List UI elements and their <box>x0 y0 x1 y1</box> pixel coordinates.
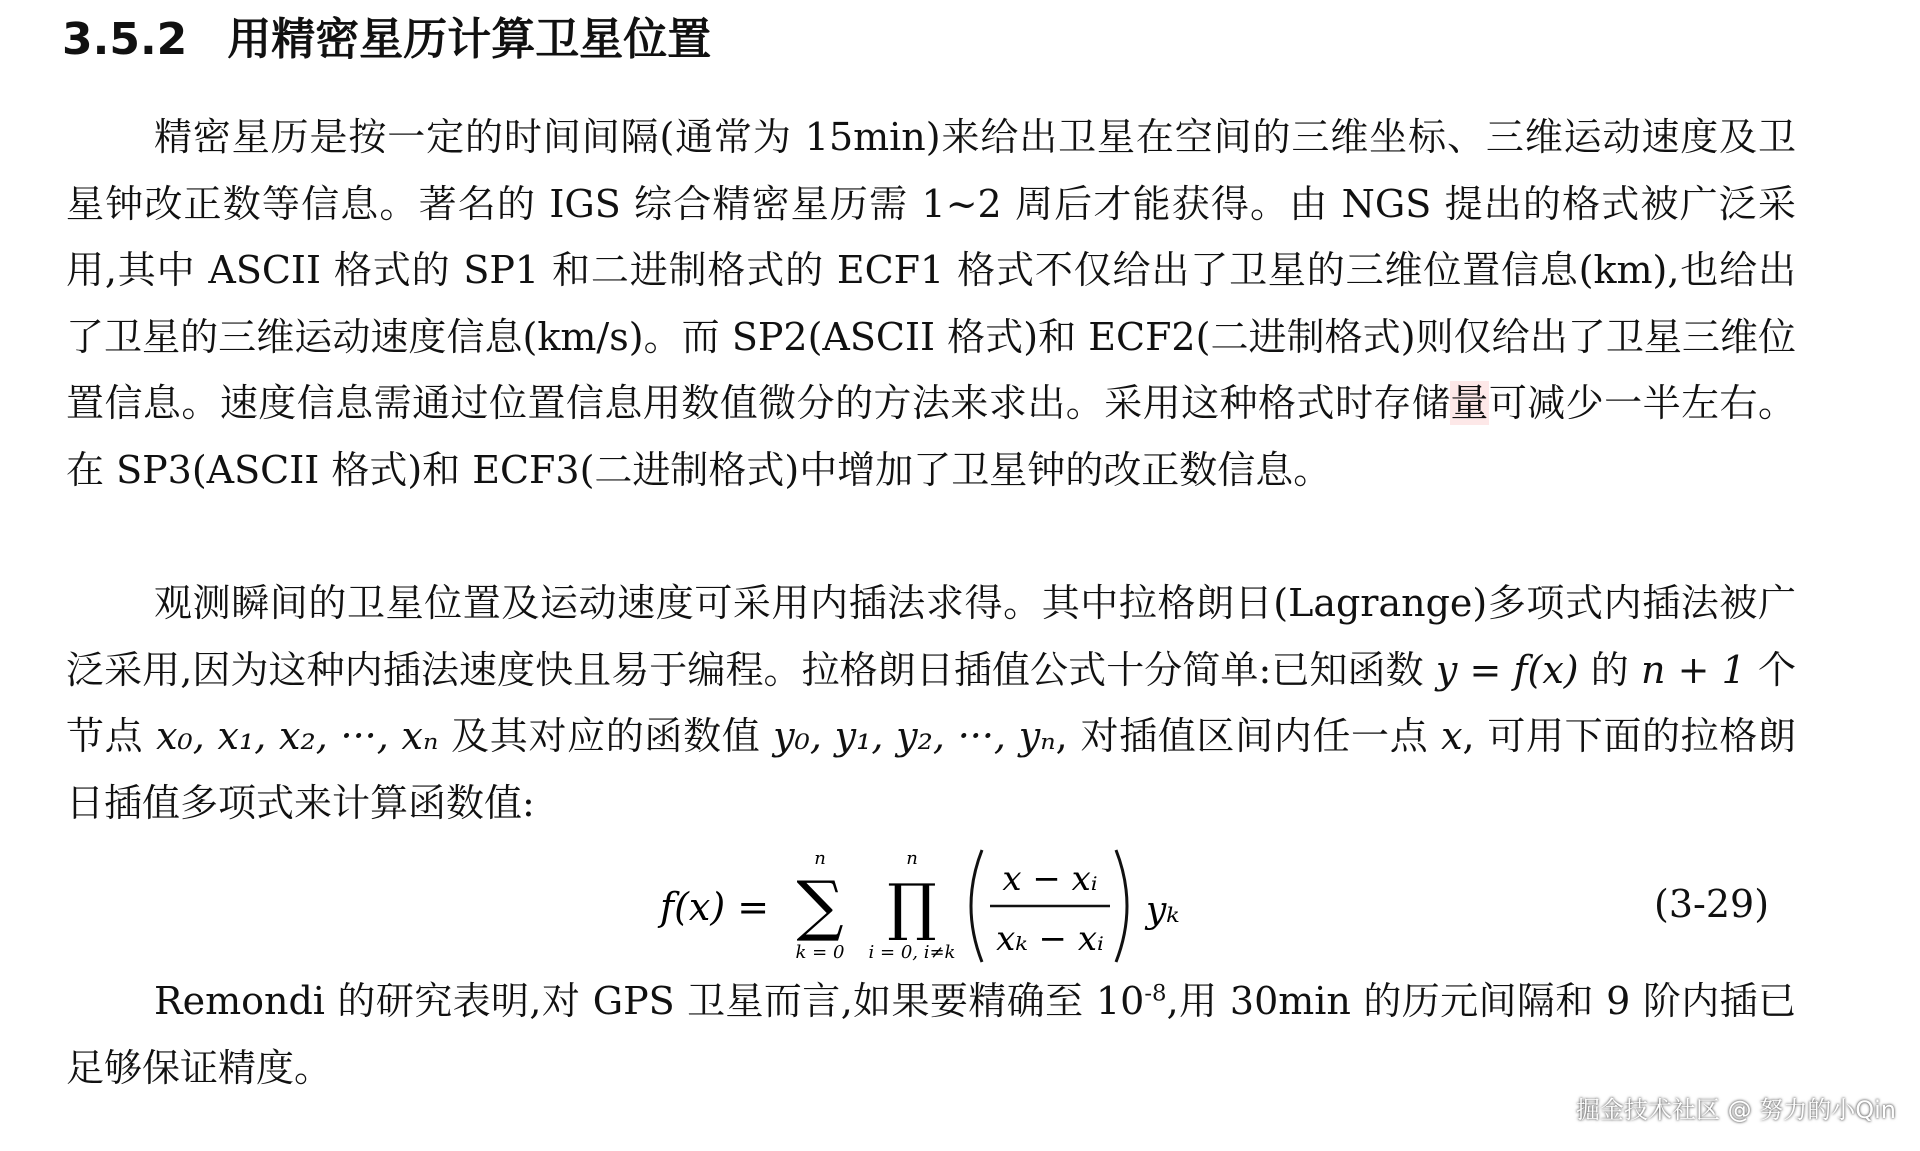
exponent: -8 <box>1144 980 1167 1007</box>
paragraph-text: 及其对应的函数值 <box>438 714 774 758</box>
product-lower-limit: i = 0, i≠k <box>868 942 956 963</box>
paragraph-text: 精密星历是按一定的时间间隔(通常为 15min)来给出卫星在空间的三维坐标、三维运动速度及卫星钟改正数等信息。著名的 IGS 综合精密星历需 1~2 周后才能获得。由 NGS 提出的格式被广泛采用,其中 ASCII 格式的 SP1 和二进制格式的 ECF1 格式不仅给出了卫星的三维位置信息(km),也给出了卫星的三维运动速度信息(km/s)。而 SP2(ASCII 格式)和 ECF2(二进制格式)则仅给出了卫星三维位置信息。速度信息需通过位置信息用数值微分的方法来求出。采用这种格式时存储 <box>66 115 1796 425</box>
section-title: 用精密星历计算卫星位置 <box>227 14 712 65</box>
paragraph-text: 观测瞬间的卫星位置及运动速度可采用内插法求得。其中拉格朗日(Lagrange)多项式内插法被广泛采用,因为这种内插法速度快且易于编程。拉格朗日插值公式十分简单:已知函数 <box>66 581 1796 692</box>
sum-upper-limit: n <box>814 848 826 869</box>
section-heading <box>62 10 711 70</box>
highlighted-character: 量 <box>1450 381 1489 425</box>
paragraph-text: 的 <box>1578 647 1641 692</box>
paragraph-text: , 可用下面的拉格朗日插值多项式来计算函数值: <box>66 714 1796 825</box>
fraction-numerator: x − xᵢ <box>1002 859 1098 899</box>
section-number: 3.5.2 <box>62 14 188 65</box>
paragraph-text: 可减少一半左右。在 SP3(ASCII 格式)和 ECF3(二进制格式)中增加了卫星钟的改正数信息。 <box>66 381 1796 492</box>
paragraph-text: , 对插值区间内任一点 <box>1055 714 1442 758</box>
equation-block <box>0 838 1920 968</box>
inline-math-node-count: n + 1 <box>1641 647 1746 692</box>
right-parenthesis <box>1116 850 1127 962</box>
paragraph-text: ,用 30min 的历元间隔和 9 阶内插已足够保证精度。 <box>66 979 1797 1090</box>
inline-math-point: x <box>1441 714 1463 758</box>
fraction-denominator: xₖ − xᵢ <box>996 919 1104 959</box>
paragraph-remondi <box>66 968 1796 1101</box>
watermark: 掘金技术社区 @ 努力的小Qin <box>1575 1096 1896 1124</box>
product-upper-limit: n <box>906 848 918 869</box>
product-symbol: ∏ <box>887 870 937 943</box>
inline-math-values: y₀, y₁, y₂, ···, yₙ <box>773 714 1056 758</box>
formula-trailing-term: yₖ <box>1146 890 1180 931</box>
paragraph-text: Remondi 的研究表明,对 GPS 卫星而言,如果要精确至 10 <box>154 979 1145 1023</box>
left-parenthesis <box>971 850 982 962</box>
inline-math-nodes: x₀, x₁, x₂, ···, xₙ <box>156 714 439 758</box>
sum-symbol: ∑ <box>796 867 844 944</box>
paragraph-text: 个节点 <box>66 647 1796 758</box>
sum-lower-limit: k = 0 <box>795 942 845 963</box>
formula-lhs: f(x) = <box>660 885 770 929</box>
paragraph-precise-ephemeris <box>66 104 1796 503</box>
lagrange-formula <box>650 838 1210 968</box>
inline-math-function: y = f(x) <box>1435 647 1579 692</box>
paragraph-lagrange-intro <box>66 570 1796 836</box>
equation-number: (3-29) <box>1654 882 1770 926</box>
